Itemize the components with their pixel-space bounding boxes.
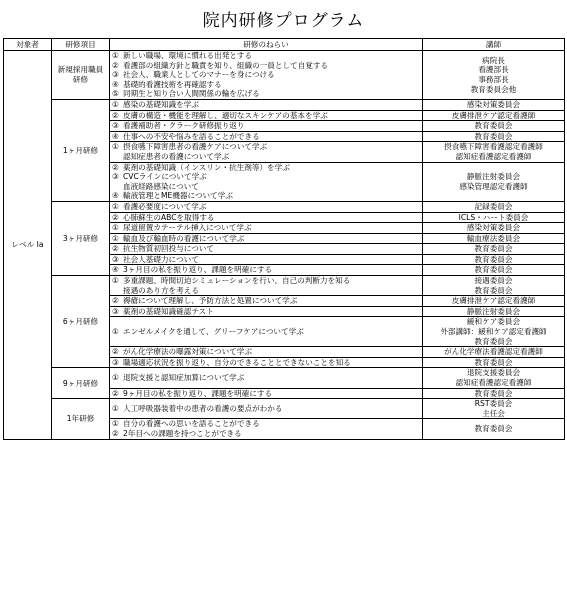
table-row (4, 99, 565, 110)
aim-line (112, 265, 420, 275)
aim-number: ③ (112, 254, 119, 264)
instructor-name: 教育委員会 (474, 336, 513, 346)
aim-line (112, 111, 420, 121)
aim-cell (110, 110, 423, 121)
aim-text: 社会人基礎力について (123, 254, 199, 264)
aim-number: ① (112, 276, 119, 286)
aim-cell (110, 51, 423, 100)
aim-line (112, 142, 420, 152)
aim-text: 社会人、職業人としてのマナーを身につける (123, 70, 275, 80)
aim-text: 抗生物質初回投与について (123, 244, 214, 254)
aim-line (112, 202, 420, 212)
aim-number: ① (112, 373, 119, 383)
instructor-cell (423, 388, 565, 399)
aim-number: ② (112, 212, 119, 222)
training-item-cell: 1年研修 (52, 399, 110, 439)
aim-line (112, 234, 420, 244)
aim-cell (110, 419, 423, 439)
aim-cell (110, 296, 423, 307)
aim-number: ① (112, 233, 119, 243)
instructor-name: RST委員会 (474, 399, 513, 409)
aim-text: 認知症患者の看護について学ぶ (123, 151, 230, 161)
aim-number: ① (112, 223, 119, 233)
aim-number: ① (112, 327, 119, 337)
aim-cell (110, 317, 423, 347)
aim-number: ① (112, 201, 119, 211)
aim-cell (110, 306, 423, 317)
instructor-name: 静脈注射委員会 (466, 306, 521, 316)
aim-line (112, 389, 420, 399)
instructor-name: 看護部長 (478, 65, 509, 75)
aim-line (112, 255, 420, 265)
aim-number (112, 152, 123, 162)
aim-number: ② (112, 428, 119, 438)
aim-line (112, 70, 420, 80)
aim-line (112, 80, 420, 90)
aim-cell (110, 368, 423, 388)
header-instructor: 講師 (423, 39, 565, 51)
aim-line (112, 89, 420, 99)
instructor-cell (423, 357, 565, 368)
aim-text: がん化学療法の曝露対策について学ぶ (123, 347, 252, 357)
aim-cell (110, 276, 423, 296)
aim-line (112, 213, 420, 223)
instructor-cell (423, 212, 565, 223)
header-aim: 研修のねらい (110, 39, 423, 51)
aim-number: ① (112, 51, 119, 60)
aim-number: ③ (112, 172, 119, 182)
aim-cell (110, 233, 423, 244)
aim-line (112, 429, 420, 439)
aim-line (112, 296, 420, 306)
aim-line (112, 163, 420, 173)
aim-cell (110, 244, 423, 255)
aim-line (112, 121, 420, 131)
aim-number (112, 286, 123, 296)
aim-line (112, 276, 420, 286)
instructor-name: 教育委員会 (474, 244, 513, 254)
aim-cell (110, 357, 423, 368)
instructor-name: 教育委員会 (474, 131, 513, 141)
aim-line (112, 182, 420, 192)
aim-text: 尿道留置カテーテル挿入について学ぶ (123, 223, 252, 233)
training-item-cell: 新規採用職員研修 (52, 51, 110, 100)
instructor-cell (423, 254, 565, 265)
target-level-cell: レベル Ⅰa (4, 51, 52, 440)
instructor-name: 静脈注射委員会 (466, 172, 521, 182)
instructor-name: 皮膚排泄ケア認定看護師 (451, 296, 536, 306)
aim-cell (110, 142, 423, 162)
aim-line (112, 286, 420, 296)
aim-text: エンゼルメイクを通して、グリーフケアについて学ぶ (123, 327, 304, 337)
table-row (4, 51, 565, 100)
instructor-name: 輸血療法委員会 (466, 233, 521, 243)
aim-number: ③ (112, 306, 119, 316)
aim-text: 心肺蘇生のABCを取得する (123, 212, 215, 222)
instructor-name: 感染管理認定看護師 (459, 181, 528, 191)
aim-number: ④ (112, 131, 119, 141)
aim-line (112, 61, 420, 71)
aim-line (112, 132, 420, 142)
aim-number: ⑤ (112, 89, 119, 99)
aim-cell (110, 347, 423, 358)
aim-text: 職場適応状況を振り返り、自分のできることとできないことを知る (123, 357, 351, 367)
aim-number: ③ (112, 357, 119, 367)
instructor-cell (423, 296, 565, 307)
aim-line (112, 347, 420, 357)
aim-line (112, 191, 420, 201)
instructor-name: 認知症看護認定看護師 (455, 378, 532, 387)
aim-number: ③ (112, 121, 119, 131)
instructor-name: 教育委員会 (474, 265, 513, 275)
aim-line (112, 373, 420, 383)
header-row (4, 39, 565, 51)
instructor-name: 事務部長 (478, 74, 509, 84)
table-row (4, 399, 565, 419)
aim-number: ② (112, 296, 119, 306)
instructor-name: 外部講師：緩和ケア認定看護師 (440, 327, 547, 337)
table-row (4, 368, 565, 388)
instructor-cell (423, 99, 565, 110)
instructor-cell (423, 276, 565, 296)
instructor-cell (423, 233, 565, 244)
instructor-name: ICLS・ハート委員会 (458, 212, 529, 222)
aim-line (112, 244, 420, 254)
aim-number: ① (112, 419, 119, 429)
instructor-cell (423, 265, 565, 276)
aim-number: ④ (112, 79, 119, 89)
aim-number: ① (112, 403, 119, 413)
instructor-name: 教育委員会 (474, 424, 513, 434)
aim-cell (110, 223, 423, 234)
aim-number: ① (112, 142, 119, 152)
instructor-name: 緩和ケア委員会 (466, 317, 521, 327)
training-item-cell: 3ヶ月研修 (52, 201, 110, 275)
instructor-name: 記録委員会 (474, 201, 513, 211)
aim-text: 輸血及び輸血時の看護について学ぶ (123, 233, 245, 243)
aim-line (112, 307, 420, 317)
aim-text: 接遇のあり方を考える (123, 285, 199, 295)
aim-text: 褥瘡について理解し、予防方法と処置について学ぶ (123, 296, 298, 306)
instructor-cell (423, 368, 565, 388)
aim-text: 基礎的看護技術を再確認する (123, 79, 222, 89)
aim-text: 感染の基礎知識を学ぶ (123, 99, 199, 109)
aim-text: 輸液管理とME機器について学ぶ (123, 191, 233, 201)
instructor-cell (423, 51, 565, 100)
aim-line (112, 404, 420, 414)
instructor-name: 病院長 (482, 55, 505, 65)
aim-number: ② (112, 60, 119, 70)
aim-line (112, 358, 420, 368)
aim-number: ② (112, 244, 119, 254)
aim-text: 薬剤の基礎知識（インスリン・抗生剤等）を学ぶ (123, 162, 290, 172)
instructor-cell (423, 399, 565, 419)
aim-text: 退院支援と認知症加算について学ぶ (123, 373, 245, 383)
aim-number: ④ (112, 265, 119, 275)
aim-line (112, 172, 420, 182)
aim-cell (110, 162, 423, 201)
instructor-cell (423, 223, 565, 234)
instructor-name: 感染対策委員会 (466, 223, 521, 233)
instructor-cell (423, 131, 565, 142)
instructor-name: がん化学療法看護認定看護師 (444, 347, 543, 357)
aim-cell (110, 121, 423, 132)
aim-line (112, 51, 420, 61)
table-body (4, 51, 565, 440)
instructor-cell (423, 419, 565, 439)
instructor-name: 摂食嚥下障害看護認定看護師 (444, 142, 543, 152)
aim-text: 同期生と知り合い人間関係の輪を広げる (123, 89, 260, 99)
instructor-name: 認知症看護認定看護師 (455, 151, 532, 161)
aim-text: 看護必要度について学ぶ (123, 201, 207, 211)
aim-text: 看護部の組織方針と職責を知り、組織の一員として自覚する (123, 60, 329, 70)
aim-text: 摂食嚥下障害患者の看護ケアについて学ぶ (123, 142, 268, 152)
aim-number: ① (112, 99, 119, 109)
aim-line (112, 100, 420, 110)
instructor-name: 教育委員会他 (470, 84, 517, 94)
header-target: 対象者 (4, 39, 52, 51)
table-row (4, 276, 565, 296)
instructor-cell (423, 244, 565, 255)
instructor-cell (423, 306, 565, 317)
training-item-cell: 6ヶ月研修 (52, 276, 110, 368)
page-title: 院内研修プログラム (202, 11, 365, 31)
aim-text: 3ヶ月目の私を振り返り、課題を明確にする (123, 265, 273, 275)
instructor-name: 感染対策委員会 (466, 99, 521, 109)
instructor-name: 教育委員会 (474, 357, 513, 367)
instructor-name: 退院支援委員会 (466, 368, 521, 378)
training-item-cell: 9ヶ月研修 (52, 368, 110, 399)
aim-text: 9ヶ月目の私を振り返り、課題を明確にする (123, 388, 273, 398)
aim-number: ② (112, 388, 119, 398)
aim-number: ② (112, 110, 119, 120)
aim-cell (110, 265, 423, 276)
instructor-cell (423, 347, 565, 358)
aim-cell (110, 399, 423, 419)
instructor-name: 教育委員会 (474, 285, 513, 295)
instructor-cell (423, 162, 565, 201)
instructor-name: 教育委員会 (474, 254, 513, 264)
aim-line (112, 223, 420, 233)
aim-number: ④ (112, 191, 119, 201)
instructor-cell (423, 110, 565, 121)
aim-cell (110, 254, 423, 265)
aim-text: 薬剤の基礎知識確認テスト (123, 306, 214, 316)
aim-text: CVCラインについて学ぶ (123, 172, 207, 182)
aim-text: 血液経路感染について (123, 181, 199, 191)
instructor-name: 教育委員会 (474, 121, 513, 131)
aim-text: 人工呼吸器装着中の患者の看護の要点がわかる (123, 403, 283, 413)
instructor-name: 主任会 (482, 408, 505, 418)
aim-number: ② (112, 162, 119, 172)
training-program-table (3, 38, 565, 440)
aim-text: 仕事への不安や悩みを語ることができる (123, 131, 260, 141)
aim-cell (110, 99, 423, 110)
aim-cell (110, 212, 423, 223)
aim-text: 自分の看護への思いを語ることができる (123, 419, 260, 429)
aim-number (112, 182, 123, 192)
aim-number: ③ (112, 70, 119, 80)
aim-cell (110, 201, 423, 212)
aim-cell (110, 388, 423, 399)
instructor-name: 接遇委員会 (474, 276, 513, 286)
aim-text: 新しい職場、環境に慣れる出発とする (123, 51, 253, 60)
instructor-name: 教育委員会 (474, 388, 513, 398)
aim-line (112, 419, 420, 429)
aim-text: 看護補助者・クラーク研修振り返り (123, 121, 245, 131)
header-item: 研修項目 (52, 39, 110, 51)
instructor-cell (423, 317, 565, 347)
aim-text: 2年目への課題を持つことができる (123, 428, 242, 438)
aim-number: ② (112, 347, 119, 357)
table-row (4, 201, 565, 212)
aim-line (112, 327, 420, 337)
aim-line (112, 152, 420, 162)
instructor-cell (423, 142, 565, 162)
aim-text: 多重課題、時間切迫シミュレーションを行い、自己の判断力を知る (123, 276, 351, 286)
aim-cell (110, 131, 423, 142)
instructor-cell (423, 201, 565, 212)
instructor-cell (423, 121, 565, 132)
aim-text: 皮膚の構造・機能を理解し、適切なスキンケアの基本を学ぶ (123, 110, 328, 120)
training-item-cell: 1ヶ月研修 (52, 99, 110, 201)
instructor-name: 皮膚排泄ケア認定看護師 (451, 110, 536, 120)
